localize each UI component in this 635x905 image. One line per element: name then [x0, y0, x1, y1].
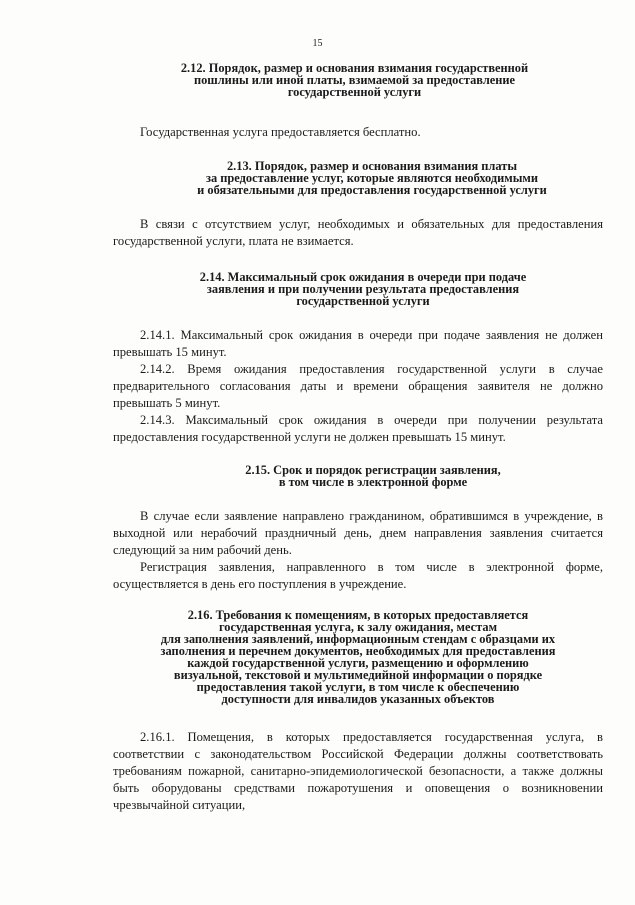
- heading-line: государственной услуги: [296, 294, 430, 308]
- paragraph: 2.16.1. Помещения, в которых предоставляется государственная услуга, в соответствии с законодательством Российской Федерации должны соответствовать требованиям пожарной, санитарно-эпидемиологической безопасности, а также должны быть оборудованы средствами пожаротушения и оповещения о возникновении чрезвычайной ситуации,: [113, 730, 603, 812]
- paragraph: Регистрация заявления, направленного в том числе в электронной форме, осуществляется в день его поступления в учреждение.: [113, 560, 603, 591]
- heading-line: заявления и при получении результата предоставления: [206, 282, 520, 296]
- heading-line: визуальной, текстовой и мультимедийной информации о порядке: [173, 668, 543, 682]
- paragraph: 2.14.1. Максимальный срок ожидания в очереди при подаче заявления не должен превышать 15 минут.: [113, 328, 603, 359]
- heading-line: доступности для инвалидов указанных объектов: [221, 692, 495, 706]
- heading-line: 2.14. Максимальный срок ожидания в очереди при подаче: [199, 270, 527, 284]
- heading-line: в том числе в электронной форме: [278, 475, 468, 489]
- section-heading-2-15: [193, 464, 553, 488]
- heading-line: 2.15. Срок и порядок регистрации заявления,: [245, 463, 501, 477]
- heading-line: за предоставление услуг, которые являются необходимыми: [205, 171, 538, 185]
- heading-line: предоставления такой услуги, в том числе к обеспечению: [196, 680, 520, 694]
- paragraph: 2.14.2. Время ожидания предоставления государственной услуги в случае предварительного согласования даты и времени обращения заявителя не должно превышать 5 минут.: [113, 362, 603, 410]
- document-body: [113, 62, 603, 814]
- section-heading-2-13: [147, 160, 597, 196]
- heading-line: для заполнения заявлений, информационным стендам с образцами их: [160, 632, 556, 646]
- heading-line: государственная услуга, к залу ожидания, местам: [218, 620, 498, 634]
- heading-line: и обязательными для предоставления государственной услуги: [197, 183, 547, 197]
- heading-line: заполнения и перечнем документов, необходимых для предоставления: [160, 644, 556, 658]
- section-heading-2-12: [147, 62, 562, 98]
- heading-line: каждой государственной услуги, размещению и оформлению: [187, 656, 529, 670]
- paragraph: 2.14.3. Максимальный срок ожидания в очереди при получении результата предоставления государственной услуги не должен превышать 15 минут.: [113, 413, 603, 444]
- page-number: 15: [312, 38, 323, 49]
- heading-line: пошлины или иной платы, взимаемой за предоставление: [193, 73, 516, 87]
- heading-line: 2.12. Порядок, размер и основания взимания государственной: [180, 61, 529, 75]
- heading-line: 2.13. Порядок, размер и основания взимания платы: [226, 159, 517, 173]
- paragraph: В случае если заявление направлено гражданином, обратившимся в учреждение, в выходной или нерабочий праздничный день, днем направления заявления считается следующий за ним рабочий день.: [113, 509, 603, 557]
- section-heading-2-16: [113, 609, 603, 705]
- paragraph: В связи с отсутствием услуг, необходимых и обязательных для предоставления государственной услуги, плата не взимается.: [113, 217, 603, 248]
- heading-line: государственной услуги: [287, 85, 422, 99]
- heading-line: 2.16. Требования к помещениям, в которых предоставляется: [187, 608, 529, 622]
- paragraph: Государственная услуга предоставляется бесплатно.: [140, 125, 421, 139]
- section-heading-2-14: [153, 271, 573, 307]
